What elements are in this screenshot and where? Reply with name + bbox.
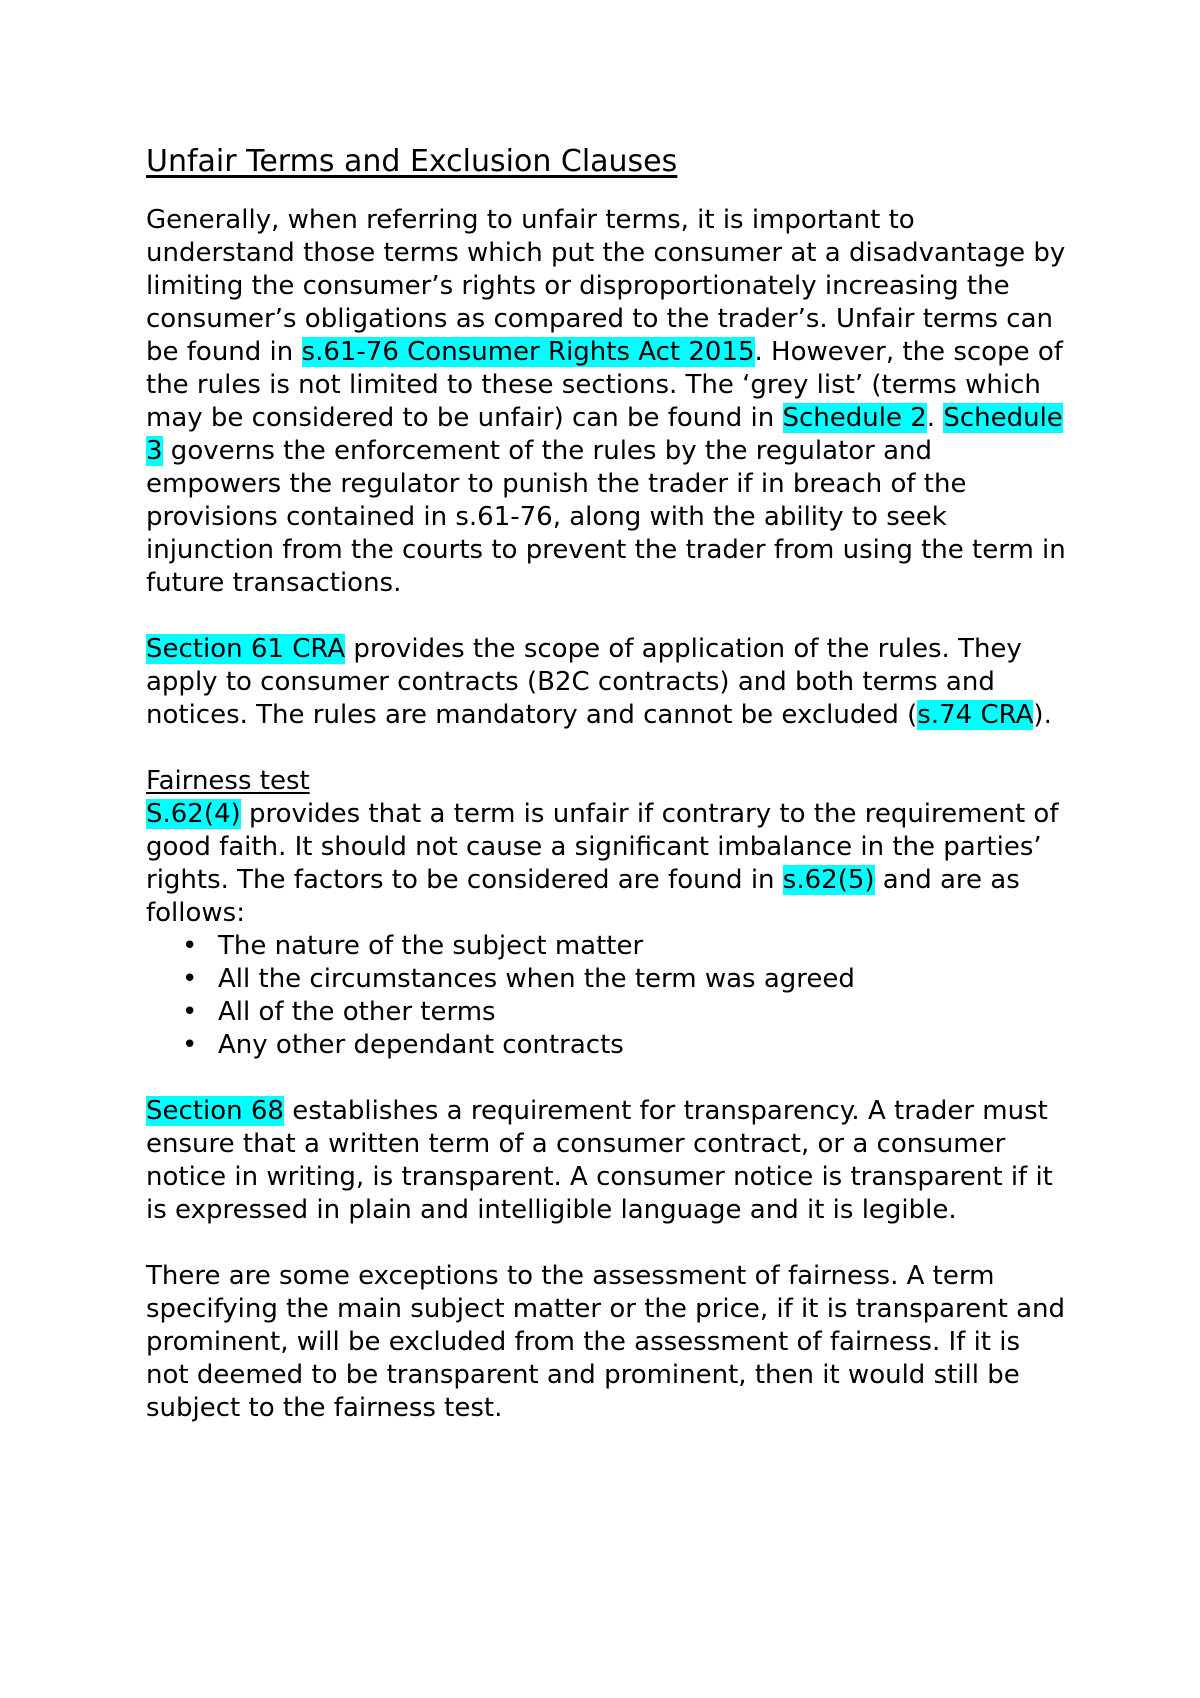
scope-text-2: ). — [1033, 700, 1052, 730]
fairness-test-heading: Fairness test — [146, 766, 310, 796]
transparency-paragraph — [146, 1095, 1066, 1227]
highlight-schedule-2: Schedule 2 — [782, 403, 927, 433]
bullet-icon: • — [182, 997, 198, 1027]
list-item — [146, 996, 1066, 1029]
intro-paragraph — [146, 204, 1066, 600]
bullet-icon: • — [182, 931, 198, 961]
list-item-text: Any other dependant contracts — [218, 1030, 624, 1060]
paragraph-gap — [146, 600, 1066, 633]
highlight-section-68: Section 68 — [146, 1096, 284, 1126]
fairness-factors-list — [146, 930, 1066, 1062]
bullet-icon: • — [182, 1030, 198, 1060]
exceptions-paragraph: There are some exceptions to the assessment of fairness. A term specifying the main subject matter or the price, if it is transparent and prominent, will be excluded from the assessment of fairness. If it is not deemed to be transparent and prominent, then it would still be subject to the fairness test. — [146, 1261, 1066, 1423]
scope-paragraph — [146, 633, 1066, 732]
highlight-section-61: Section 61 CRA — [146, 634, 346, 664]
list-item — [146, 963, 1066, 996]
highlight-s62-4: S.62(4) — [146, 799, 241, 829]
highlight-schedule-3: Schedule 3 — [146, 403, 1063, 466]
list-item — [146, 1029, 1066, 1062]
document-title: Unfair Terms and Exclusion Clauses — [146, 144, 678, 179]
paragraph-gap — [146, 1062, 1066, 1095]
paragraph-gap — [146, 732, 1066, 765]
fairness-text-1: provides that a term is unfair if contrary to the requirement of good faith. It should not cause a significant imbalance in the parties’ rights. The factors to be considered are found in — [146, 799, 1059, 895]
paragraph-gap — [146, 1227, 1066, 1260]
intro-text-2: . However, the scope of the rules is not limited to these sections. The ‘grey list’ (terms which may be considered to be unfair) can be found in — [146, 337, 1063, 433]
transparency-text-1: establishes a requirement for transparency. A trader must ensure that a written term of a consumer contract, or a consumer notice in writing, is transparent. A consumer notice is transparent if it is expressed in plain and intelligible language and it is legible. — [146, 1096, 1053, 1225]
document-page — [146, 142, 1066, 1425]
fairness-text-2: and are as follows: — [146, 865, 1020, 928]
scope-text-1: provides the scope of application of the rules. They apply to consumer contracts (B2C contracts) and both terms and notices. The rules are mandatory and cannot be excluded ( — [146, 634, 1022, 730]
highlight-s74: s.74 CRA — [917, 700, 1034, 730]
list-item — [146, 930, 1066, 963]
intro-text-3: . — [926, 403, 944, 433]
fairness-paragraph — [146, 798, 1066, 930]
list-item-text: The nature of the subject matter — [218, 931, 644, 961]
highlight-s62-5: s.62(5) — [782, 865, 875, 895]
bullet-icon: • — [182, 964, 198, 994]
list-item-text: All the circumstances when the term was agreed — [218, 964, 855, 994]
intro-text-1: Generally, when referring to unfair terms, it is important to understand those terms which put the consumer at a disadvantage by limiting the consumer’s rights or disproportionately increasing the consumer’s obligations as compared to the trader’s. Unfair terms can be found in — [146, 205, 1066, 367]
list-item-text: All of the other terms — [218, 997, 496, 1027]
highlight-cra-sections: s.61-76 Consumer Rights Act 2015 — [301, 337, 755, 367]
intro-text-4: governs the enforcement of the rules by the regulator and empowers the regulator to punish the trader if in breach of the provisions contained in s.61-76, along with the ability to seek injunction from the courts to prevent the trader from using the term in future transactions. — [146, 436, 1066, 598]
